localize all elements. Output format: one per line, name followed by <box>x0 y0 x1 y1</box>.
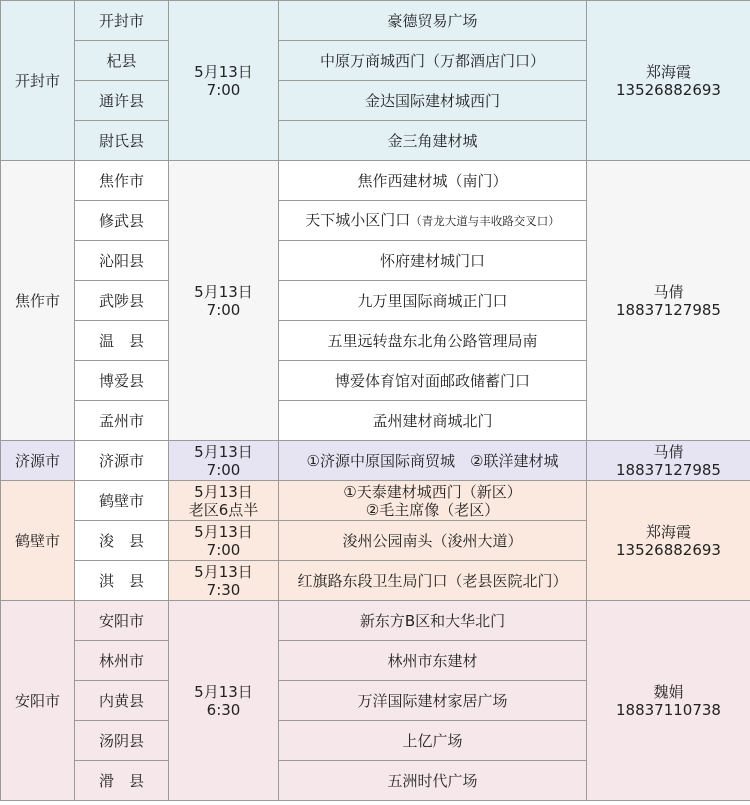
location-cell: 焦作西建材城（南门） <box>279 161 587 201</box>
date-text: 5月13日 <box>194 442 253 461</box>
time-cell <box>169 561 279 601</box>
date-text: 5月13日 <box>194 62 253 81</box>
county-cell: 汤阴县 <box>75 721 169 761</box>
contact-name: 郑海霞 <box>645 522 691 541</box>
county-cell: 鹤壁市 <box>75 481 169 521</box>
table-row <box>1 601 750 641</box>
time-text: 7:00 <box>206 460 241 479</box>
contact-phone: 18837127985 <box>616 300 721 319</box>
location-cell: 上亿广场 <box>279 721 587 761</box>
county-cell: 沁阳县 <box>75 241 169 281</box>
time-text: 7:30 <box>206 580 241 599</box>
time-cell <box>169 481 279 521</box>
location-cell: 万洋国际建材家居广场 <box>279 681 587 721</box>
county-cell: 通许县 <box>75 81 169 121</box>
location-cell: 豪德贸易广场 <box>279 1 587 41</box>
contact-cell <box>587 481 750 601</box>
contact-name: 马倩 <box>653 282 684 301</box>
city-cell <box>1 481 75 601</box>
county-cell: 尉氏县 <box>75 121 169 161</box>
contact-phone: 13526882693 <box>616 540 721 559</box>
county-cell: 浚 县 <box>75 521 169 561</box>
time-text: 7:00 <box>206 540 241 559</box>
county-cell: 博爱县 <box>75 361 169 401</box>
contact-cell <box>587 1 750 161</box>
city-label: 鹤壁市 <box>14 531 60 550</box>
county-cell: 孟州市 <box>75 401 169 441</box>
city-cell <box>1 1 75 161</box>
location-cell: 金达国际建材城西门 <box>279 81 587 121</box>
county-cell: 开封市 <box>75 1 169 41</box>
location-cell: 孟州建材商城北门 <box>279 401 587 441</box>
contact-cell <box>587 441 750 481</box>
location-cell: 博爱体育馆对面邮政储蓄门口 <box>279 361 587 401</box>
county-cell: 焦作市 <box>75 161 169 201</box>
city-cell <box>1 161 75 441</box>
location-text: 天下城小区门口 <box>305 211 411 229</box>
date-text: 5月13日 <box>194 562 253 581</box>
date-text: 5月13日 <box>194 482 253 501</box>
city-label: 安阳市 <box>14 691 60 710</box>
time-text: 老区6点半 <box>188 500 259 519</box>
location-cell: 红旗路东段卫生局门口（老县医院北门） <box>279 561 587 601</box>
table-row <box>1 1 750 41</box>
county-cell: 温 县 <box>75 321 169 361</box>
contact-name: 魏娟 <box>653 682 684 701</box>
table-row <box>1 161 750 201</box>
location-cell: 中原万商城西门（万都酒店门口） <box>279 41 587 81</box>
contact-cell <box>587 601 750 801</box>
contact-phone: 18837110738 <box>616 700 721 719</box>
location-line: ②毛主席像（老区） <box>365 500 500 519</box>
county-cell: 济源市 <box>75 441 169 481</box>
contact-name: 马倩 <box>653 442 684 461</box>
time-cell <box>169 601 279 801</box>
location-cell: 金三角建材城 <box>279 121 587 161</box>
time-text: 7:00 <box>206 80 241 99</box>
location-cell: ①济源中原国际商贸城 ②联洋建材城 <box>279 441 587 481</box>
location-cell: 新东方B区和大华北门 <box>279 601 587 641</box>
time-text: 6:30 <box>206 700 241 719</box>
time-cell <box>169 441 279 481</box>
location-cell: 浚州公园南头（浚州大道） <box>279 521 587 561</box>
date-text: 5月13日 <box>194 282 253 301</box>
time-cell <box>169 1 279 161</box>
city-label: 开封市 <box>14 71 60 90</box>
location-cell: 五洲时代广场 <box>279 761 587 801</box>
time-cell <box>169 161 279 441</box>
county-cell: 修武县 <box>75 201 169 241</box>
county-cell: 淇 县 <box>75 561 169 601</box>
location-cell: 九万里国际商城正门口 <box>279 281 587 321</box>
county-cell: 滑 县 <box>75 761 169 801</box>
contact-name: 郑海霞 <box>645 62 691 81</box>
location-cell <box>279 481 587 521</box>
contact-cell <box>587 161 750 441</box>
table-row <box>1 481 750 521</box>
time-text: 7:00 <box>206 300 241 319</box>
contact-phone: 18837127985 <box>616 460 721 479</box>
location-cell: 五里远转盘东北角公路管理局南 <box>279 321 587 361</box>
city-label: 济源市 <box>14 451 60 470</box>
location-cell: 怀府建材城门口 <box>279 241 587 281</box>
time-cell <box>169 521 279 561</box>
location-note: （青龙大道与丰收路交叉口） <box>410 214 560 228</box>
location-cell <box>279 201 587 241</box>
location-line: ①天泰建材城西门（新区） <box>343 482 522 501</box>
location-cell: 林州市东建材 <box>279 641 587 681</box>
county-cell: 林州市 <box>75 641 169 681</box>
city-label: 焦作市 <box>14 291 60 310</box>
county-cell: 安阳市 <box>75 601 169 641</box>
city-cell <box>1 441 75 481</box>
county-cell: 杞县 <box>75 41 169 81</box>
date-text: 5月13日 <box>194 682 253 701</box>
table-row <box>1 441 750 481</box>
city-cell <box>1 601 75 801</box>
county-cell: 武陟县 <box>75 281 169 321</box>
contact-phone: 13526882693 <box>616 80 721 99</box>
county-cell: 内黄县 <box>75 681 169 721</box>
date-text: 5月13日 <box>194 522 253 541</box>
